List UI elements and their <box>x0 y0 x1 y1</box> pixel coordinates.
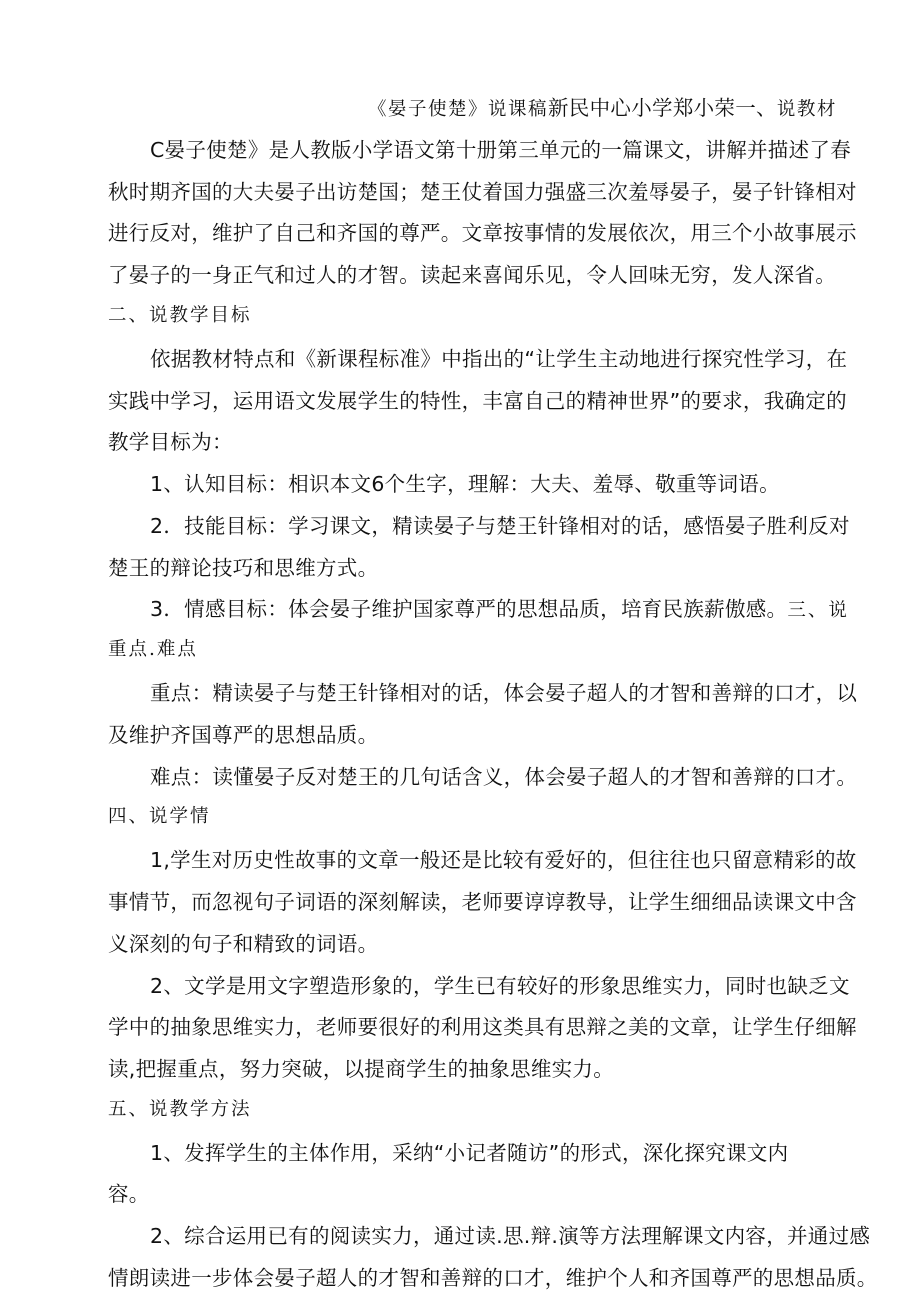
author-info: 新民中心小学郑小荣一、 <box>548 96 777 120</box>
paragraph-line: 容。 <box>108 1182 150 1206</box>
key-point: 重点：精读晏子与楚王针锋相对的话，体会晏子超人的才智和善辩的口才，以 <box>150 681 858 705</box>
paragraph-line: 事情节，而忽视句子词语的深刻解读，老师要谆谆教导，让学生细细品读课文中含 <box>108 890 857 914</box>
paragraph-line: 学中的抽象思维实力，老师要很好的利用这类具有思辩之美的文章，让学生仔细解 <box>108 1015 857 1039</box>
paragraph-line: 教学目标为： <box>108 430 233 454</box>
paragraph-line: 楚王的辩论技巧和思维方式。 <box>108 556 379 580</box>
paragraph-line: 实践中学习，运用语文发展学生的特性，丰富自己的精神世界”的要求，我确定的 <box>108 389 847 413</box>
paragraph-line: 了晏子的一身正气和过人的才智。读起来喜闻乐见，令人回味无穷，发人深省。 <box>108 263 836 287</box>
difficulty-point: 难点：读懂晏子反对楚王的几句话含义，体会晏子超人的才智和善辩的口才。 <box>150 765 858 789</box>
goal-3-line <box>150 599 849 621</box>
method-1: 1、发挥学生的主体作用，采纳“小记者随访”的形式，深化探究课文内 <box>150 1141 789 1165</box>
section-heading-1: 说教材 <box>776 99 837 120</box>
section-heading-5: 五、说教学方法 <box>108 1099 252 1120</box>
paragraph-line: C晏子使楚》是人教版小学语文第十册第三单元的一篇课文，讲解并描述了春 <box>150 138 852 162</box>
section-heading-3-start: 三、说 <box>787 600 849 621</box>
goal-3: 3．情感目标：体会晏子维护国家尊严的思想品质，培育民族薪傲感。 <box>150 597 788 621</box>
goal-2: 2．技能目标：学习课文，精读晏子与楚王针锋相对的话，感悟晏子胜利反对 <box>150 514 850 538</box>
section-heading-2: 二、说教学目标 <box>108 305 252 326</box>
goal-1: 1、认知目标：相识本文6个生字，理解：大夫、羞辱、敬重等词语。 <box>150 472 780 496</box>
section-heading-3: 重点.难点 <box>108 639 198 660</box>
paragraph-line: 读,把握重点，努力突破，以提商学生的抽象思维实力。 <box>108 1057 615 1081</box>
paragraph-line: 情朗读进一步体会晏子超人的才智和善辩的口才，维护个人和齐国尊严的思想品质。 <box>108 1266 878 1290</box>
analysis-point-2: 2、文学是用文字塑造形象的，学生已有较好的形象思维实力，同时也缺乏文 <box>150 974 850 998</box>
title-line <box>368 98 837 120</box>
method-2: 2、综合运用已有的阅读实力，通过读.思.辩.演等方法理解课文内容，并通过感 <box>150 1224 871 1248</box>
paragraph-line: 及维护齐国尊严的思想品质。 <box>108 723 379 747</box>
section-heading-4: 四、说学情 <box>108 806 211 827</box>
paragraph-line: 依据教材特点和《新课程标准》中指出的“让学生主动地进行探究性学习，在 <box>150 347 848 371</box>
document-title: 《晏子使楚》说课稿 <box>368 99 549 120</box>
paragraph-line: 义深刻的句子和精致的词语。 <box>108 932 379 956</box>
paragraph-line: 秋时期齐国的大夫晏子出访楚国；楚王仗着国力强盛三次羞辱晏子，晏子针锋相对 <box>108 180 857 204</box>
paragraph-line: 进行反对，维护了自己和齐国的尊严。文章按事情的发展依次，用三个小故事展示 <box>108 221 857 245</box>
analysis-point-1: 1,学生对历史性故事的文章一般还是比较有爱好的，但往往也只留意精彩的故 <box>150 848 857 872</box>
